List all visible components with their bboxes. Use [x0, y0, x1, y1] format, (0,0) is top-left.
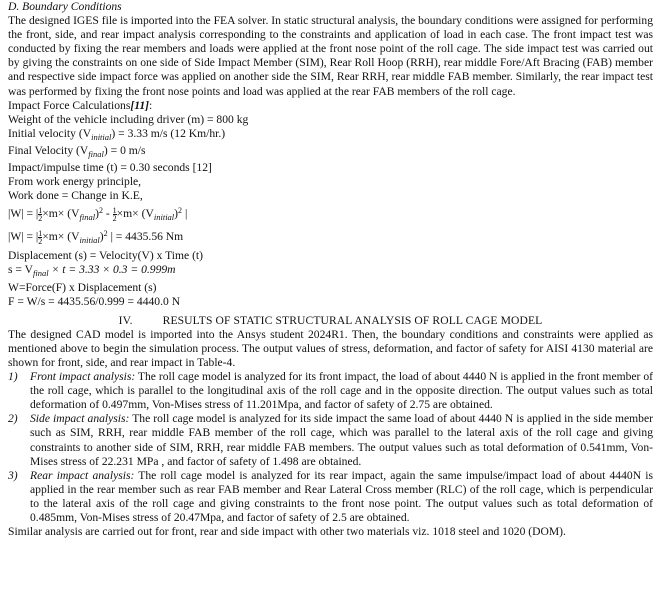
work-equation-2	[8, 225, 653, 249]
eq1-part-g: |	[182, 207, 188, 221]
displacement-part-a: s = V	[8, 263, 34, 277]
eq1-sub-final: final	[79, 212, 96, 223]
section-iv-title: RESULTS OF STATIC STRUCTURAL ANALYSIS OF ROLL CAGE MODEL	[162, 313, 543, 327]
side-impact-text: The roll cage model is analyzed for its side impact the same load of about 4440 N is applied in the side member such as SIM, RRH, rear middle FAB member of the roll cage, which was parallel to the lateral axis of the roll cage and giving constraints to another side of SIM, RRH, rear middle FAB members. The output values such as total deformation of 0.541mm, Von-Mises stress of 22.231 MPa , and factor of safety of 1.498 are obtained.	[30, 412, 653, 468]
list-item-side-impact	[8, 412, 653, 468]
eq1-part-d: -	[102, 207, 113, 221]
eq1-half-den-1: 2	[38, 214, 43, 224]
impact-force-title-colon: :	[149, 98, 153, 112]
initial-velocity-value: ) = 3.33 m/s (12 Km/hr.)	[111, 126, 226, 140]
impact-force-title-text: Impact Force Calculations	[8, 98, 131, 112]
initial-velocity-subscript: initial	[91, 131, 112, 142]
displacement-value	[8, 263, 653, 280]
work-equation-1	[8, 203, 653, 225]
list-item-front-impact	[8, 370, 653, 412]
eq2-half-den: 2	[38, 237, 43, 247]
section-iv-heading	[8, 314, 653, 328]
section-iv-number: IV.	[118, 313, 133, 327]
eq2-part-a: |W| = |	[8, 230, 39, 244]
final-velocity-value: ) = 0 m/s	[103, 143, 146, 157]
displacement-definition: Displacement (s) = Velocity(V) x Time (t)	[8, 249, 204, 263]
eq1-part-e: ×m× (V	[116, 207, 154, 221]
list-marker-1: 1)	[8, 370, 18, 384]
eq2-part-d: | = 4435.56 Nm	[107, 230, 184, 244]
displacement-part-b: × t = 3.33 × 0.3 = 0.999m	[48, 263, 176, 277]
rear-impact-label: Rear impact analysis:	[30, 468, 135, 482]
final-velocity	[8, 144, 653, 161]
eq2-part-b: ×m× (V	[42, 230, 80, 244]
force-value: F = W/s = 4435.56/0.999 = 4440.0 N	[8, 294, 181, 308]
eq1-square-2: 2	[178, 206, 183, 216]
work-energy-principle: From work energy principle,	[8, 175, 142, 189]
section-iv-intro: The designed CAD model is imported into the Ansys student 2024R1. Then, the boundary conditions and constraints were applied as mentioned above to begin the simulation process. The output values of stress, deformation, and factor of safety for AISI 4130 material are shown for front, side, and rear impact in Table-4.	[8, 327, 653, 369]
impulse-time: Impact/impulse time (t) = 0.30 seconds [12]	[8, 161, 212, 175]
eq2-square: 2	[103, 229, 108, 239]
impact-analysis-list	[8, 370, 653, 525]
eq1-half-den-2: 2	[112, 214, 117, 224]
eq1-sub-initial: initial	[153, 212, 175, 223]
impact-force-title	[8, 99, 653, 113]
rear-impact-text: The roll cage model is analyzed for its rear impact, again the same impulse/impact load of about 4440N is applied in the rear member such as rear FAB member and Rear Lateral Cross member (RLC) of the roll cage, which is perpendicular to the lateral axis of the roll cage and giving constraints to the front nose point. The output values such as total deformation of 0.485mm, Von-Mises stress of 20.47Mpa, and factor of safety of 2.5 are obtained.	[30, 468, 653, 524]
initial-velocity	[8, 127, 653, 144]
eq1-half-num-1: 1	[38, 206, 43, 216]
side-impact-label: Side impact analysis:	[30, 412, 130, 426]
boundary-conditions-paragraph: The designed IGES file is imported into the FEA solver. In static structural analysis, the boundary conditions were assigned for performing the front, side, and rear impact analysis corresponding to the constraints and application of load in each case. The front impact test was conducted by fixing the rear members and loads were applied at the front nose point of the roll cage. The side impact test was carried out by giving the constraints on one side of Side Impact Member (SIM), Rear Roll Hoop (RRH), rear middle Fore/Aft Bracing (FAB) member and respective side impact force was applied on another side the SIM, Rear RRH, rear middle FAB member. Similarly, the rear impact test was performed by fixing the front nose points and load was applied at the rear FAB members of the roll cage.	[8, 14, 653, 98]
eq1-part-f: )	[174, 207, 179, 221]
eq2-half-num: 1	[38, 229, 43, 239]
force-definition: W=Force(F) x Displacement (s)	[8, 280, 157, 294]
eq1-part-c: )	[95, 207, 99, 221]
front-impact-text: The roll cage model is analyzed for its front impact, the load of about 4440 N is applied in the front member of the roll cage, which is parallel to the longitudinal axis of the roll cage and in the opposite direction. The output values such as total deformation of 0.497mm, Von-Mises stress of 11.201Mpa, and factor of safety of 2.75 are obtained.	[30, 370, 653, 412]
eq1-part-b: ×m× (V	[42, 207, 80, 221]
final-velocity-label: Final Velocity (V	[8, 143, 89, 157]
list-marker-3: 3)	[8, 468, 18, 482]
eq2-part-c: )	[99, 230, 104, 244]
citation-11: [11]	[130, 98, 150, 112]
eq1-square-1: 2	[98, 206, 103, 216]
list-item-rear-impact	[8, 469, 653, 525]
eq1-part-a: |W| = |	[8, 207, 39, 221]
displacement-subscript: final	[33, 268, 49, 279]
final-velocity-subscript: final	[88, 148, 104, 159]
section-d-heading: D. Boundary Conditions	[8, 0, 122, 13]
eq1-half-num-2: 1	[112, 206, 117, 216]
list-marker-2: 2)	[8, 412, 18, 426]
front-impact-label: Front impact analysis:	[30, 370, 136, 384]
eq2-sub-initial: initial	[79, 235, 100, 246]
work-done-definition: Work done = Change in K.E,	[8, 189, 143, 203]
initial-velocity-label: Initial velocity (V	[8, 126, 92, 140]
vehicle-weight: Weight of the vehicle including driver (m) = 800 kg	[8, 112, 249, 126]
closing-sentence: Similar analysis are carried out for front, rear and side impact with other two materials viz. 1018 steel and 1020 (DOM).	[8, 525, 566, 539]
